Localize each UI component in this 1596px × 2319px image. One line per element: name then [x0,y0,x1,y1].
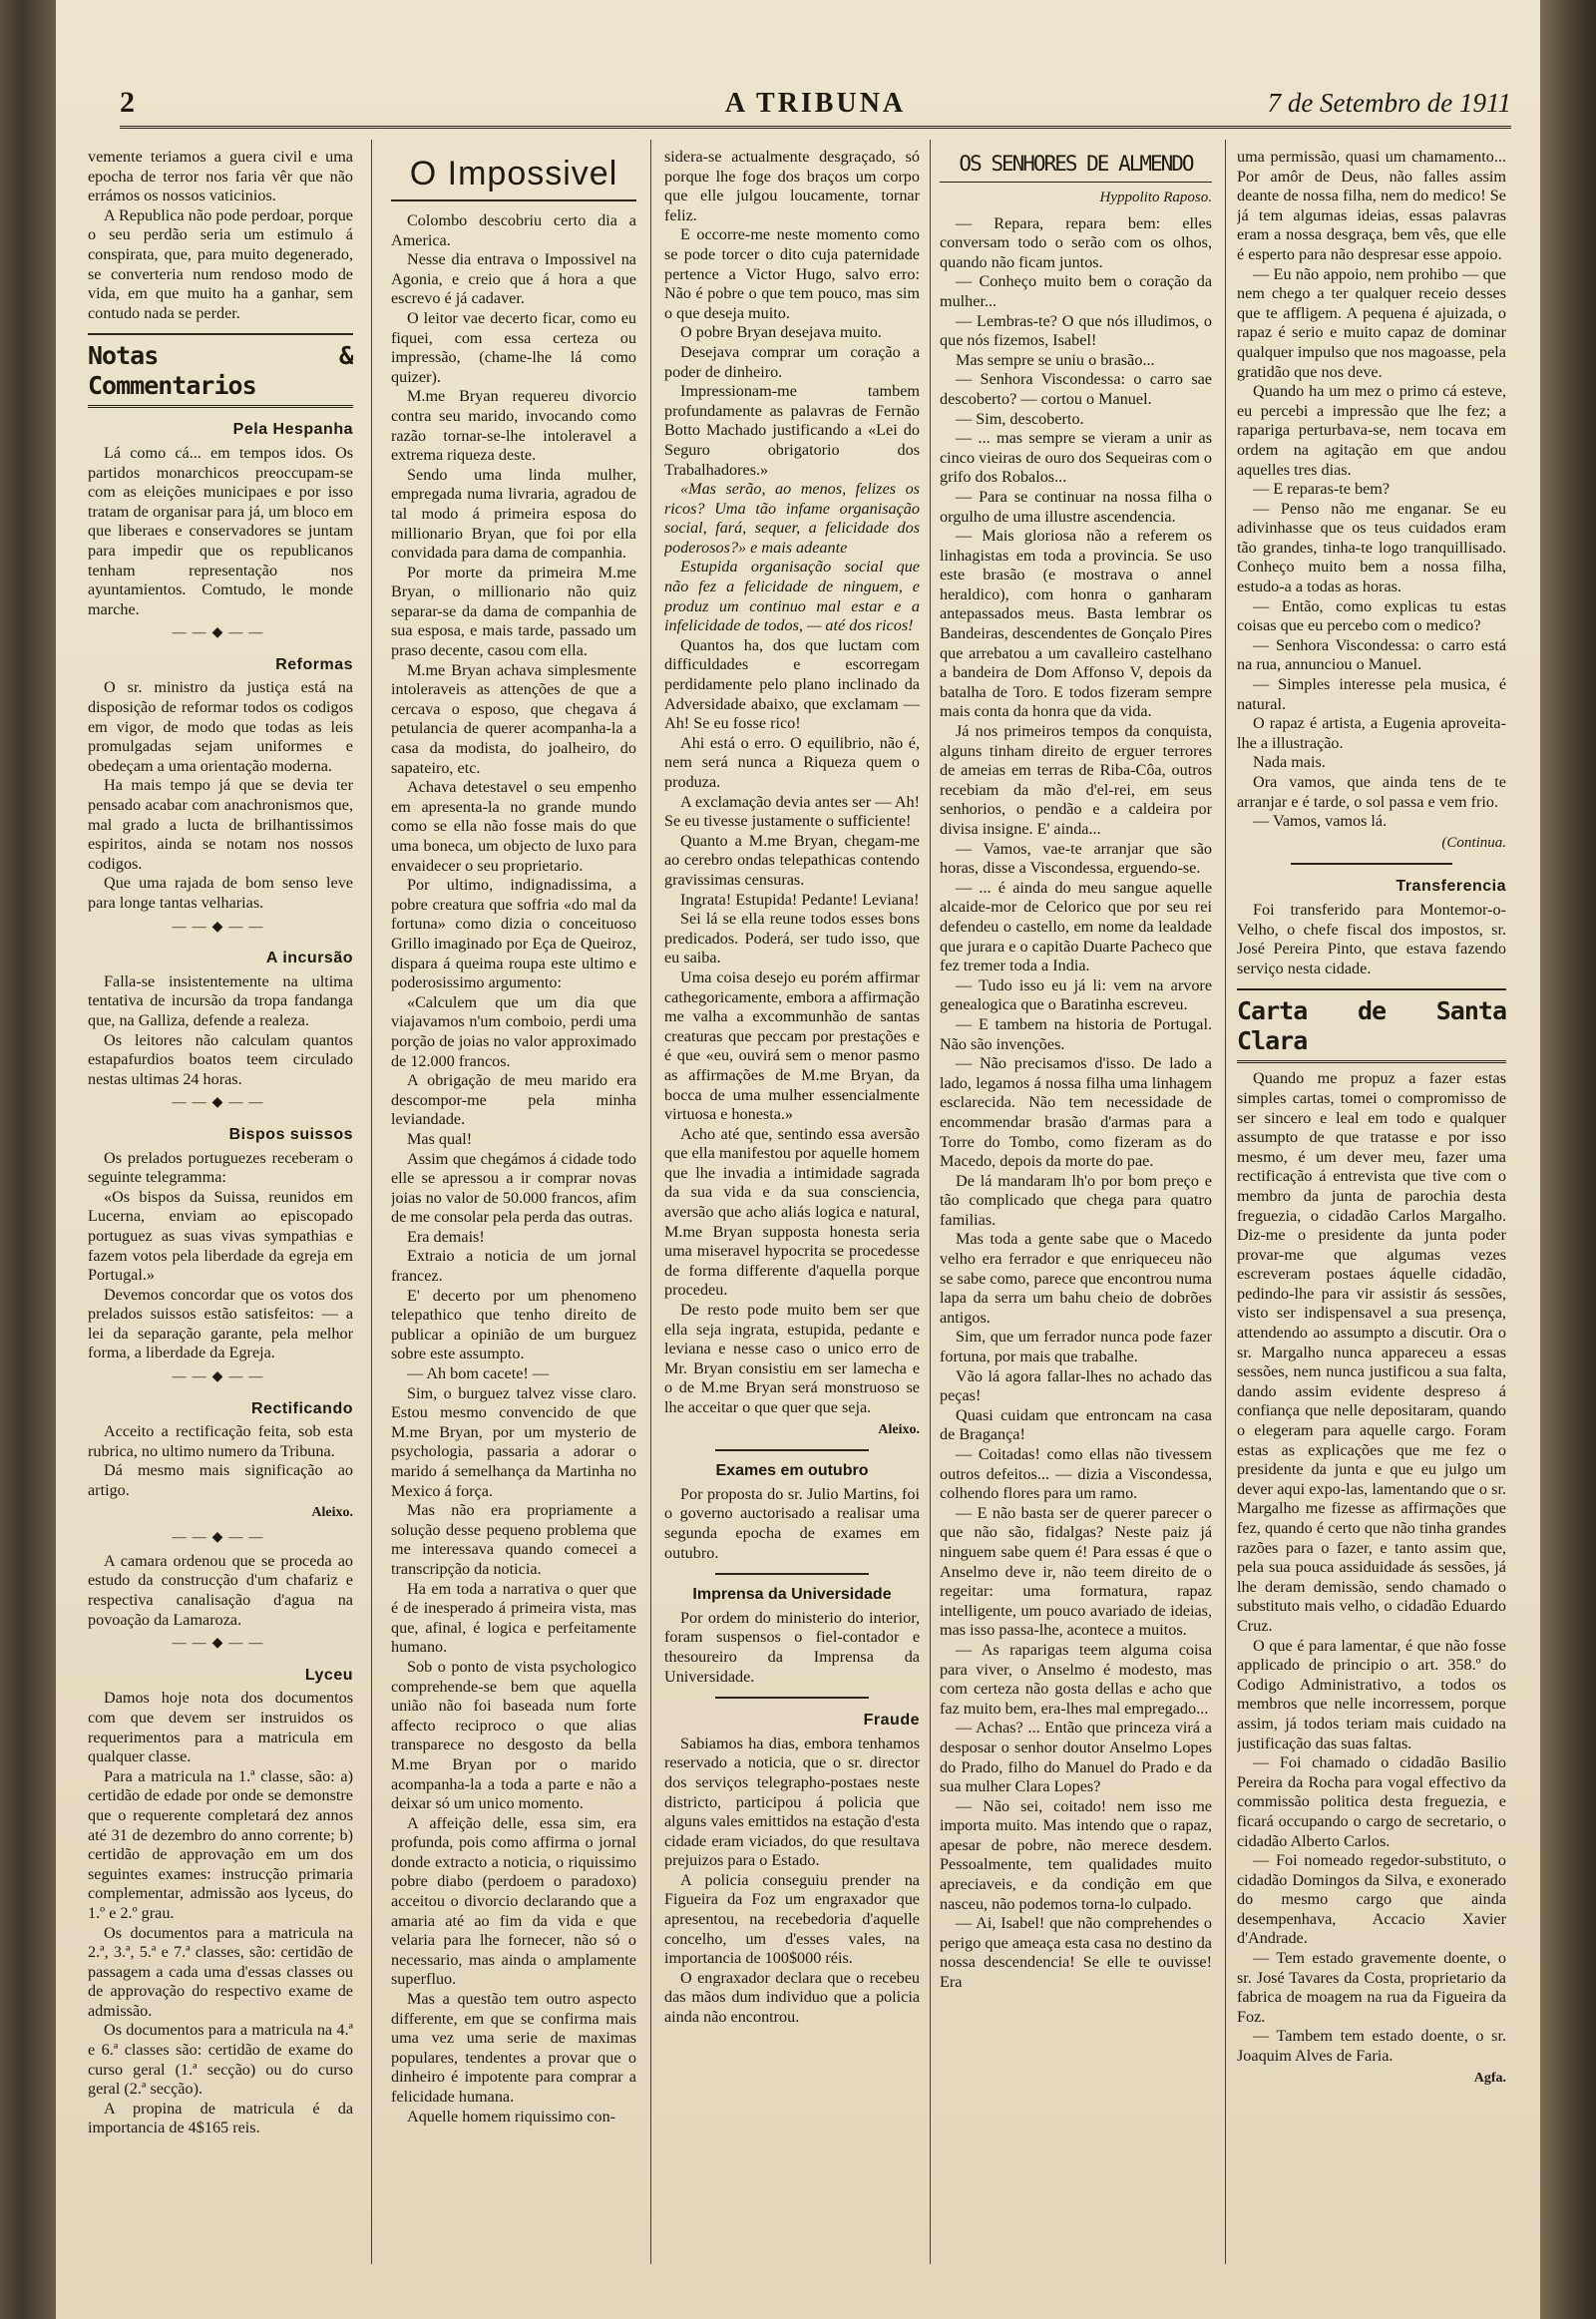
story-paragraph: — Vamos, vamos lá. [1253,812,1388,831]
article-paragraph: vemente teriamos a guera civil e uma epocha de terror nos faria vêr que não errámos os nossos vaticinios. [88,148,353,205]
article-paragraph: Acho até que, sentindo essa aversão que ella manifestou por aquelle homem que lhe invadia a intimidade sagrada da sua vida e da sua consciencia, aversão que acho aliás logica e natural, M.me Bryan supposta honesta seria uma miseravel hypocrita se procedesse de forma differente d'aquella porque procedeu. [664,1124,920,1300]
letter-paragraph: — Tambem tem estado doente, o sr. Joaquim Alves de Faria. [1237,2027,1506,2066]
item-paragraph: O sr. ministro da justiça está na disposição de reformar todos os codigos em vigor, de modo que todas as leis promulgadas sejam uniformes e obedeçam a uma orientação moderna. [88,678,353,775]
story-paragraph: — E não basta ser de querer parecer o que não são, fidalgas? Neste paiz já ninguem sabe quem é! Para essas é que o Anselmo deve ir, não teem direito de o regeitar: uma formatura, rapaz intelligente, um pouco avariado de ideias, mas isso passa-lhe, acontece a muitos. [940,1503,1212,1640]
article-paragraph: Sei lá se ella reune todos esses bons predicados. Poderá, ser tudo isso, que eu saiba. [664,910,920,967]
article-paragraph: O pobre Bryan desejava muito. [680,323,882,342]
item-heading: Lyceu [304,1666,353,1684]
item-paragraph: Dá mesmo mais significação ao artigo. [88,1461,353,1500]
story-paragraph: — Para se continuar na nossa filha o orgulho de uma illustre ascendencia. [940,487,1212,526]
item-paragraph: Os documentos para a matricula na 2.ª, 3.ª, 5.ª e 7.ª classes, são: certidão de passagem a cada uma d'essas classes ou de approvação do respectivo exame de admissão. [88,1923,353,2020]
story-paragraph: — Senhora Viscondessa: o carro sae descoberto? — cortou o Manuel. [940,370,1212,408]
story-paragraph: Mas toda a gente sabe que o Macedo velho era ferrador e que enriqueceu não se sabe como, parece que encontrou numa lapa da serra um bahu cheio de dobrões antigos. [940,1230,1212,1327]
item-heading: Reformas [275,655,353,673]
story-paragraph: Já nos primeiros tempos da conquista, alguns tinham direito de erguer terrores de ameias em terras de Riba-Côa, outros recebiam da mão d'el-rei, em seus senhorios, o pendão e a caldeira por divisa insigne. E' ainda... [940,722,1212,838]
news-paragraph: Por ordem do ministerio do interior, foram suspensos o fiel-contador e thesoureiro da Imprensa da Universidade. [664,1608,920,1686]
column-rule [650,140,651,2264]
story-paragraph: — ... é ainda do meu sangue aquelle alcaide-mor de Celorico que por seu rei defendeu o castello, em nome da lealdade que jurara e o capitão Duarte Pacheco que fez tremer toda a India. [940,878,1212,975]
letter-paragraph: Quando me propuz a fazer estas simples cartas, tomei o compromisso de ser sincero e leal em todo e qualquer assumpto de que tratasse e por isso mesmo, é um dever meu, fazer uma rectificação á entrevista que tive com o membro da junta de parochia desta freguezia, o cidadão Carlos Margalho. Diz-me o presidente da junta poder provar-me que algumas vezes escreveram postaes áquelle cidadão, pedindo-lhe para vir assistir ás sessões, visto ser indispensavel a sua presença, attendendo ao assumpto a discutir. Ora o sr. Margalho nunca appareceu a essas sessões, nem nunca justificou a sua falta, dando assim evidente despreso á confiança que nelle depositaram, quando o elegeram para aquelle cargo. Foram estas as explicações que me fez o presidente da junta e que eu julgo um dever aqui expo-las, lamentando que o sr. Margalho me fizesse as affirmações que fez, quando é certo que não tinha grandes razões para o fazer, e tanto assim que, pela sua pouca assiduidade ás sessões, já lhe deram demissão, sendo chamado o substituto mais velho, o cidadão Eduardo Cruz. [1237,1069,1506,1635]
article-paragraph: Por morte da primeira M.me Bryan, o millionario não quiz separar-se da dama de companhia de sua esposa, e mais tarde, passado um praso decente, casou com ella. [391,563,636,660]
article-paragraph: Mas não era propriamente a solução desse pequeno problema que me interessava quando comecei a transcripção da noticia. [391,1501,636,1578]
item-paragraph: Para a matricula na 1.ª classe, são: a) certidão de edade por onde se demonstre que o requerente completará dez annos até 31 de dezembro do anno corrente; b) certidão de approvação em um dos seguintes exames: instrucção primaria complementar, admissão aos lyceus, do 1.º e 2.º grau. [88,1766,353,1922]
column-rule [1225,140,1226,2264]
article-paragraph: M.me Bryan achava simplesmente intoleraveis as attenções de que a cercava o esposo, que chegava á petulancia de querer acompanha-la a casa da modista, do joalheiro, do sapateiro, etc. [391,660,636,777]
article-paragraph: A Republica não pode perdoar, porque o seu perdão seria um estimulo á conspirata, que, para muito degenerado, se converteria num rendoso modo de vida, em que muito ha a ganhar, sem contudo nada se perder. [88,205,353,322]
article-paragraph: Quantos ha, dos que luctam com difficuldades e escorregam perdidamente pelo plano inclinado da Adversidade abaixo, que exclamam — Ah! Se eu fosse rico! [664,635,920,733]
story-paragraph: De lá mandaram lh'o por bom preço e tão complicado que chega para quatro familias. [940,1171,1212,1229]
news-heading: Transferencia [1396,878,1506,896]
continua-note: (Continua. [1441,834,1506,851]
article-paragraph: Sim, o burguez talvez visse claro. Estou mesmo convencido de que M.me Bryan, por um mysterio de psychologia, passaria a adorar o marido á semelhança da Martinha no Mexico á força. [391,1383,636,1500]
ornament-divider: ——◆—— [172,919,269,935]
article-paragraph: Nesse dia entrava o Impossivel na Agonia, e creio que á hora a que escrevo é já cadaver. [391,250,636,308]
article-paragraph: — Ah bom cacete! — [407,1364,550,1383]
item-paragraph: Devemos concordar que os votos dos prelados suissos estão satisfeitos: — a lei da separação garante, pela melhor forma, a liberdade da Egreja. [88,1285,353,1362]
masthead [120,86,1511,129]
article-paragraph: sidera-se actualmente desgraçado, só porque lhe foge dos braços um corpo que elle julgou loucamente, tornar feliz. [664,148,920,224]
column-1 [88,148,353,2252]
story-paragraph: — Achas? ... Então que princeza virá a desposar o senhor doutor Anselmo Lopes do Prado, filho do Manuel do Prado e da sua mulher Clara Lopes? [940,1719,1212,1796]
story-paragraph: uma permissão, quasi um chamamento... Por amôr de Deus, não falles assim deante de nossa filha, nem do medico! Se já tem algumas ideias, essas palavras eram a nossa desgraça, bem vês, que elle é esperto para não despresar esse appoio. [1237,148,1506,263]
story-paragraph: — E tambem na historia de Portugal. Não são invenções. [940,1014,1212,1053]
story-paragraph: — Tudo isso eu já li: vem na arvore genealogica que o Baratinha escreveu. [940,975,1212,1014]
serial-title-almendo: OS SENHORES DE ALMENDO [940,150,1212,183]
story-paragraph: — As raparigas teem alguma coisa para viver, o Anselmo é modesto, mas com certeza não gosta dellas e acho que faz muito bem, era-lhes mal empregado... [940,1640,1212,1718]
signature: Aleixo. [311,1504,353,1520]
item-paragraph: Damos hoje nota dos documentos com que devem ser instruidos os requerimentos para a matricula em qualquer classe. [88,1689,353,1766]
ornament-divider: ——◆—— [172,1095,269,1111]
story-paragraph: — Ai, Isabel! que não comprehendes o perigo que ameaça esta casa no destino da nossa descendencia! Se elle te ouvisse! Era [940,1914,1212,1992]
story-paragraph: — Então, como explicas tu estas coisas que eu percebo com o medico? [1237,596,1506,635]
item-paragraph: Acceito a rectificação feita, sob esta rubrica, no ultimo numero da Tribuna. [88,1422,353,1460]
item-paragraph: Os leitores não calculam quantos estapafurdios boatos teem circulado nestas ultimas 24 horas. [88,1030,353,1088]
news-heading: Exames em outubro [715,1462,869,1480]
story-paragraph: — Mais gloriosa não a referem os linhagistas em toda a provincia. Se uso este brasão (e mostrava o annel heraldico), com honra o ganharam antepassados meus. Basta lembrar os Bandeiras, descendentes de Gonçalo Pires que arrebatou a um cavalleiro castelhano a bandeira de Dom Affonso V, depois da batalha de Toro. E todos fizeram sempre mais conta da honra que da vida. [940,527,1212,721]
article-paragraph: A obrigação de meu marido era descompor-me pela minha leviandade. [391,1071,636,1129]
story-paragraph: — Conheço muito bem o coração da mulher... [940,272,1212,310]
article-paragraph: M.me Bryan requereu divorcio contra seu marido, invocando como razão tornar-se-lhe intoleravel a extrema riqueza deste. [391,387,636,465]
item-paragraph: Os prelados portuguezes receberam o seguinte telegramma: [88,1148,353,1187]
ornament-divider: ——◆—— [172,1636,269,1652]
story-paragraph: — ... mas sempre se vieram a unir as cinco vieiras de ouro dos Sequeiras com o grifo dos Robalos... [940,429,1212,487]
story-paragraph: — Repara, repara bem: elles conversam todo o serão com os olhos, quando não ficam juntos. [940,213,1212,271]
article-paragraph: A exclamação devia antes ser — Ah! Se eu tivesse justamente o sufficiente! [664,792,920,831]
section-heading-carta: Carta de Santa Clara [1237,988,1506,1063]
article-paragraph: Ha em toda a narrativa o quer que é de inesperado á primeira vista, mas que, afinal, é logica e perfeitamente humano. [391,1579,636,1657]
story-paragraph: Quando ha um mez o primo cá esteve, eu percebi a impressão que lhe fez; a rapariga perturbava-se, nem tocava em ordem na agitação em que andou aquelles tres dias. [1237,382,1506,479]
story-paragraph: Ora vamos, que ainda tens de te arranjar e é tarde, o sol passa e vem frio. [1237,773,1506,811]
article-paragraph: Extraio a noticia de um jornal francez. [391,1247,636,1286]
letter-paragraph: O que é para lamentar, é que não fosse applicado de principio o art. 358.º do Codigo Administrativo, a todos os membros que nelle incorressem, porque assim, já todos teriam mais cuidado na justificação das suas faltas. [1237,1636,1506,1752]
story-paragraph: Nada mais. [1253,753,1326,772]
news-paragraph: Por proposta do sr. Julio Martins, foi o governo auctorisado a realisar uma segunda epocha de exames em outubro. [664,1484,920,1562]
item-paragraph: «Os bispos da Suissa, reunidos em Lucerna, enviam ao episcopado portuguez as suas vivas sympathias e fazem votos pela liberdade da egreja em Portugal.» [88,1187,353,1285]
article-paragraph: E' decerto por um phenomeno telepathico que tenho direito de publicar a opinião de um burguez sobre este assumpto. [391,1286,636,1363]
article-paragraph: Uma coisa desejo eu porém affirmar cathegoricamente, embora a affirmação me valha a excommunhão de santas creaturas que peccam por prestações e é que «eu, ouvirá sem o menor pasmo as affirmações de M.me Bryan, da bocca de uma mulher essencialmente virtuosa e honesta.» [664,967,920,1124]
item-heading: A incursão [265,950,353,967]
story-paragraph: — Eu não appoio, nem prohibo — que nem chego a ter qualquer receio desses que te affligem. A pequena é ajuizada, o rapaz é serio e muito capaz de dominar qualquer impulso que nos magoasse, pela gratidão que nos deve. [1237,264,1506,381]
item-heading: Bispos suissos [228,1125,353,1143]
section-heading-notas: Notas & Commentarios [88,333,353,408]
letter-paragraph: — Foi chamado o cidadão Basilio Pereira da Rocha para vogal effectivo da commissão politica desta freguezia, e ficará occupando o cargo de secretario, o cidadão Alberto Carlos. [1237,1753,1506,1850]
story-paragraph: — Coitadas! como ellas não tivessem outros defeitos... — dizia a Viscondessa, colhendo flores para um ramo. [940,1445,1212,1503]
divider-rule [1291,863,1452,865]
column-rule [930,140,931,2264]
article-title-impossivel: O Impossivel [391,154,636,201]
news-heading: Fraude [863,1712,920,1730]
letter-paragraph: — Tem estado gravemente doente, o sr. José Tavares da Costa, proprietario da fabrica de moagem na rua da Figueira da Foz. [1237,1949,1506,2026]
item-paragraph: A camara ordenou que se proceda ao estudo da construcção d'um chafariz e respectiva canalisação d'agua na povoação da Lamaroza. [88,1551,353,1629]
story-paragraph: — E reparas-te bem? [1253,480,1391,499]
article-paragraph: Sendo uma linda mulher, empregada numa livraria, agradou de tal modo á primeira esposa do millionario Bryan, que foi por ella convidada para dama de companhia. [391,465,636,563]
ornament-divider: ——◆—— [172,1369,269,1385]
column-rule [371,140,372,2264]
article-paragraph: Era demais! [407,1227,485,1246]
story-paragraph: — Não precisamos d'isso. De lado a lado, legamos á nossa filha uma linhagem esclarecida. Não tem necessidade de encommendar brasão d'armas para a Torre do Tombo, como fizeram as do Macedo, depois da morte do pae. [940,1054,1212,1171]
news-paragraph: O engraxador declara que o recebeu das mãos dum individuo que a policia ainda não encontrou. [664,1968,920,2027]
item-paragraph: Ha mais tempo já que se devia ter pensado acabar com anachronismos que, mal grado a lucta de brilhantissimos espiritos, ainda se notam nos nossos codigos. [88,776,353,873]
article-quote: «Mas serão, ao menos, felizes os ricos? Uma tão infame organisação social, fará, sequer, a felicidade dos poderosos?» e mais adeante [664,480,920,557]
binding-edge-right [1540,0,1596,2319]
story-paragraph: Mas sempre se uniu o brasão... [956,350,1155,369]
story-paragraph: — Sim, descoberto. [956,409,1084,428]
article-paragraph: Colombo descobriu certo dia a America. [391,211,636,249]
divider-rule [715,1697,869,1699]
newspaper-title: A TRIBUNA [724,88,907,119]
news-paragraph: A policia conseguiu prender na Figueira da Foz um engraxador que apresentou, na recebedoria d'aquelle concelho, um d'esses vales, na importancia de 100$000 réis. [664,1870,920,1968]
article-paragraph: Quanto a M.me Bryan, chegam-me ao cerebro ondas telepathicas contendo gravissimas censuras. [664,831,920,889]
article-quote: Estupida organisação social que não fez a felicidade de ninguem, e produz um continuo mal estar e a infelicidade de todos, — até dos ricos! [664,558,920,635]
item-paragraph: A propina de matricula é da importancia de 4$165 reis. [88,2099,353,2137]
article-paragraph: Por ultimo, indignadissima, a pobre creatura que soffria «do mal da fortuna» como dizia o conceituoso Grillo imaginado por Eça de Queiroz, dispara á queima roupa este ultimo e poderosissimo argumento: [391,876,636,992]
page-number: 2 [120,86,135,119]
story-paragraph: Vão lá agora fallar-lhes no achado das peças! [940,1366,1212,1405]
divider-rule [715,1449,869,1451]
byline: Hyppolito Raposo. [1099,190,1212,205]
article-paragraph: O leitor vae decerto ficar, como eu fiquei, com essa certeza ou impressão, (chame-lhe lá como quizer). [391,308,636,386]
signature: Agfa. [1473,2070,1506,2086]
article-paragraph: «Calculem que um dia que viajavamos n'um comboio, perdi uma porção de joias no valor approximado de 12.000 francos. [391,992,636,1070]
story-paragraph: — Penso não me enganar. Se eu adivinhasse que os teus cuidados eram tão grandes, tinha-te logo tranquillisado. Conheço muito bem a nossa filha, estudo-a a todas as horas. [1237,499,1506,596]
item-paragraph: Os documentos para a matricula na 4.ª e 6.ª classes são: certidão de exame do curso geral (1.ª secção) ou do curso geral (2.ª secção). [88,2021,353,2099]
column-4 [940,148,1212,2252]
story-paragraph: — Não sei, coitado! nem isso me importa muito. Mas intendo que o rapaz, apesar de pobre, não merece desdem. Pessoalmente, tem qualidades muito apreciaveis, e da condição em que nasceu, não podemos torna-lo culpado. [940,1796,1212,1913]
issue-date: 7 de Setembro de 1911 [1267,88,1511,118]
item-heading: Pela Hespanha [232,421,353,439]
item-paragraph: Que uma rajada de bom senso leve para longe tantas velharias. [88,874,353,912]
article-paragraph: Sob o ponto de vista psychologico comprehende-se bem que aquella união não foi baseada num forte affecto reciproco o que alias transparece no desgosto da bella M.me Bryan por o marido acompanha-la a toda a parte e não a deixar só um unico momento. [391,1657,636,1813]
article-paragraph: Achava detestavel o seu empenho em apresenta-la no grande mundo como se ella não fosse mais do que uma boneca, um objecto de luxo para envaidecer o seu proprietario. [391,778,636,875]
ornament-divider: ——◆—— [172,625,269,641]
article-paragraph: A affeição delle, essa sim, era profunda, pois como affirma o jornal donde extracto a noticia, o riquissimo pobre diabo (perdoem o paradoxo) acceitou o divorcio declarando que a amaria até ao fim da vida e que velaria para lhe fornecer, não só o necessario, mas ainda o amplamente superfluo. [391,1813,636,1989]
article-paragraph: E occorre-me neste momento como se pode torcer o dito cuja paternidade pertence a Victor Hugo, salvo erro: Não é pobre o que tem pouco, mas sim o que deseja muito. [664,225,920,322]
article-paragraph: Mas a questão tem outro aspecto differente, em que se confirma mais uma vez uma serie de maximas populares, tendentes a provar que o dinheiro é impotente para comprar a felicidade humana. [391,1990,636,2106]
article-paragraph: Ingrata! Estupida! Pedante! Leviana! [680,890,920,909]
binding-edge-left [0,0,56,2319]
article-paragraph: Aquelle homem riquissimo con- [407,2107,616,2126]
article-paragraph: Desejava comprar um coração a poder de dinheiro. [664,342,920,381]
column-3 [664,148,920,2252]
column-2 [391,148,636,2252]
story-paragraph: — Vamos, vae-te arranjar que são horas, disse a Viscondessa, erguendo-se. [940,839,1212,878]
item-paragraph: Falla-se insistentemente na ultima tentativa de incursão da tropa fandanga que, na Galliza, defende a realeza. [88,971,353,1029]
story-paragraph: — Lembras-te? O que nós illudimos, o que nós fizemos, Isabel! [940,311,1212,350]
item-paragraph: Lá como cá... em tempos idos. Os partidos monarchicos preoccupam-se com as eleições municipaes e por isso tratam de organisar para já, um bloco em que liberaes e conservadores se juntam para impedir que os republicanos tenham representação nos ayuntamientos. Comtudo, le monde marche. [88,443,353,618]
story-paragraph: — Senhora Viscondessa: o carro está na rua, annunciou o Manuel. [1237,635,1506,674]
ornament-divider: ——◆—— [172,1530,269,1546]
article-paragraph: Mas qual! [407,1129,473,1148]
article-paragraph: De resto pode muito bem ser que ella seja ingrata, estupida, pedante e leviana e nesse caso o unico erro de Mr. Bryan consistiu em ser lamecha e o de M.me Bryan será monstruoso se lhe acceitar o que quer que seja. [664,1301,920,1416]
story-paragraph: O rapaz é artista, a Eugenia aproveita-lhe a illustração. [1237,714,1506,752]
news-heading: Imprensa da Universidade [692,1586,892,1604]
signature: Aleixo. [878,1421,920,1437]
news-paragraph: Sabiamos ha dias, embora tenhamos reservado a noticia, que o sr. director dos serviços telegrapho-postaes neste districto, participou á policia que alguns vales emittidos na estação d'esta cidade eram viciados, do que resultava prejuizos para o Estado. [664,1734,920,1870]
divider-rule [715,1573,869,1575]
column-5 [1237,148,1506,2252]
article-paragraph: Assim que chegámos á cidade todo elle se apressou a ir comprar novas joias no valor de 50.000 francos, afim de me consolar pela perda das outras. [391,1149,636,1227]
letter-paragraph: — Foi nomeado regedor-substituto, o cidadão Domingos da Silva, e exonerado do mesmo cargo que ainda desempenhava, Accacio Xavier d'Andrade. [1237,1851,1506,1948]
article-paragraph: Ahi está o erro. O equilibrio, não é, nem será nunca a Riqueza quem o produza. [664,733,920,791]
news-paragraph: Foi transferido para Montemor-o-Velho, o chefe fiscal dos impostos, sr. José Pereira Pinto, que estava fazendo serviço nesta cidade. [1237,900,1506,977]
story-paragraph: Sim, que um ferrador nunca pode fazer fortuna, por mais que trabalhe. [940,1328,1212,1366]
story-paragraph: — Simples interesse pela musica, é natural. [1237,675,1506,713]
story-paragraph: Quasi cuidam que entroncam na casa de Bragança! [940,1405,1212,1444]
article-paragraph: Impressionam-me tambem profundamente as palavras de Fernão Botto Machado justificando a «Lei do Seguro obrigatorio dos Trabalhadores.» [664,382,920,479]
item-heading: Rectificando [250,1399,353,1417]
